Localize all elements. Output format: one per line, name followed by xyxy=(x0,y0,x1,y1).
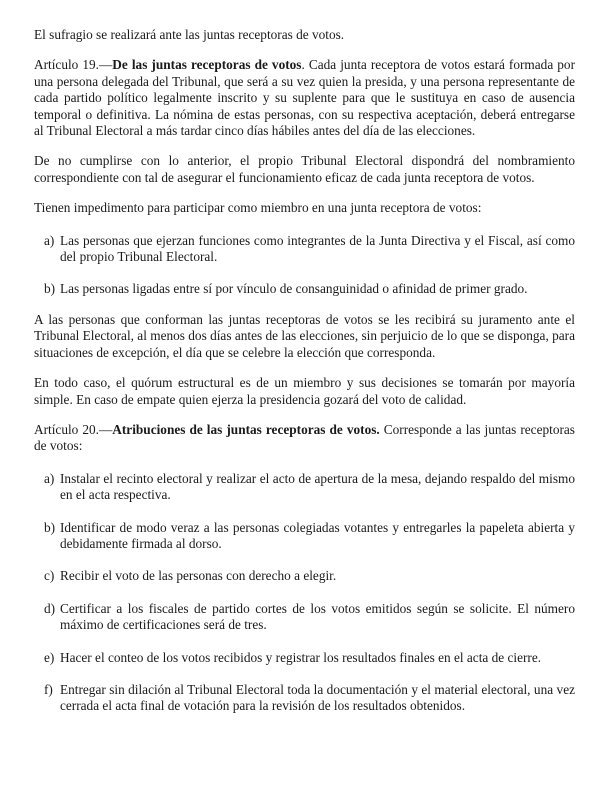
impedimento-paragraph: Tienen impedimento para participar como miembro en una junta receptora de votos: xyxy=(34,200,482,216)
no-cumplir-paragraph: De no cumplirse con lo anterior, el propio Tribunal Electoral dispondrá del nombramiento correspondiente con tal de asegurar el funcionamiento eficaz de cada junta receptora de votos. xyxy=(34,153,575,185)
list-item-marker: b) xyxy=(44,519,56,535)
list-item-marker: b) xyxy=(44,281,56,297)
article-20-paragraph xyxy=(34,422,575,455)
list-item-text: Hacer el conteo de los votos recibidos y registrar los resultados finales en el acta de cierre. xyxy=(60,649,542,665)
article-19-body: . Cada junta receptora de votos estará formada por una persona delegada del Tribunal, que será a su vez quien la presida, y una persona representante de cada partido político legalmente inscrito y su suplente para que le sustituya en caso de ausencia temporal o definitiva. La nómina de estas personas, con su respectiva aceptación, deberá entregarse al Tribunal Electoral a más tardar cinco días hábiles antes del día de las elecciones. xyxy=(34,57,576,139)
list-item-text: Identificar de modo veraz a las personas colegiadas votantes y entregarles la papeleta abierta y debidamente firmada al dorso. xyxy=(60,519,575,551)
article-20-label: Artículo 20.— xyxy=(34,421,113,437)
list-item-text: Instalar el recinto electoral y realizar el acto de apertura de la mesa, dejando respaldo del mismo en el acta respectiva. xyxy=(60,470,575,503)
list-item xyxy=(44,601,575,634)
list-item-marker: d) xyxy=(44,600,56,616)
article-19-title: De las juntas receptoras de votos xyxy=(112,57,302,73)
list-item xyxy=(44,281,575,297)
list-item-marker: f) xyxy=(44,681,53,697)
list-item-marker: e) xyxy=(44,649,55,665)
list-item-text: Entregar sin dilación al Tribunal Electoral toda la documentación y el material electoral, una vez cerrada el acta final de votación para la revisión de los resultados obtenidos. xyxy=(60,681,575,714)
list-item-text: Certificar a los fiscales de partido cortes de los votos emitidos según se solicite. El número máximo de certificaciones será de tres. xyxy=(60,600,575,633)
article-19-paragraph xyxy=(34,57,575,139)
article-20-body: Corresponde a las juntas receptoras de votos: xyxy=(34,421,575,454)
impedimentos-list xyxy=(34,233,575,298)
list-item-marker: a) xyxy=(44,470,55,486)
intro-paragraph: El sufragio se realizará ante las juntas receptoras de votos. xyxy=(34,27,345,42)
list-item xyxy=(44,471,575,504)
list-item xyxy=(44,682,575,715)
quorum-paragraph: En todo caso, el quórum estructural es de un miembro y sus decisiones se tomarán por mayoría simple. En caso de empate quien ejerza la presidencia gozará del voto de calidad. xyxy=(34,375,575,407)
list-item-text: Recibir el voto de las personas con derecho a elegir. xyxy=(60,568,337,584)
article-20-title: Atribuciones de las juntas receptoras de votos. xyxy=(112,421,380,437)
list-item xyxy=(44,650,575,666)
atribuciones-list xyxy=(34,471,575,715)
list-item xyxy=(44,520,575,553)
list-item xyxy=(44,568,575,584)
list-item-marker: a) xyxy=(44,232,55,248)
list-item-text: Las personas que ejerzan funciones como integrantes de la Junta Directiva y el Fiscal, así como del propio Tribunal Electoral. xyxy=(60,232,575,265)
list-item-marker: c) xyxy=(44,568,55,584)
article-19-label: Artículo 19.— xyxy=(34,57,113,73)
list-item-text: Las personas ligadas entre sí por vínculo de consanguinidad o afinidad de primer grado. xyxy=(60,281,528,297)
juramento-paragraph: A las personas que conforman las juntas receptoras de votos se les recibirá su juramento ante el Tribunal Electoral, al menos dos días antes de las elecciones, sin perjuicio de lo que se disponga, para situaciones de excepción, el día que se celebre la elección que corresponda. xyxy=(34,311,575,360)
list-item xyxy=(44,233,575,266)
